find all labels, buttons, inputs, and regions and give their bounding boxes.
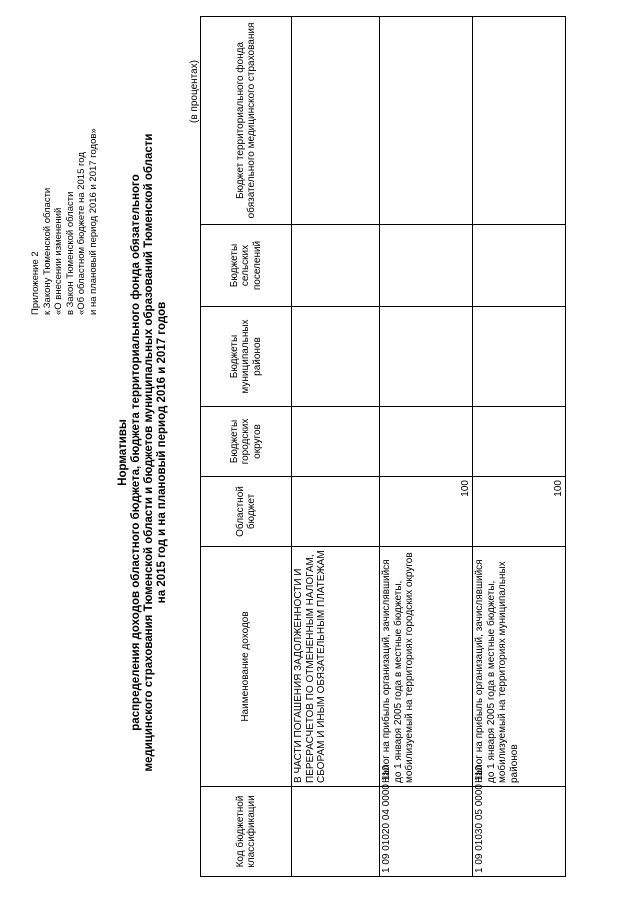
cell-regional (292, 477, 380, 547)
title-heading: Нормативы (117, 419, 129, 486)
appendix-line: в Закон Тюменской области (64, 191, 76, 315)
header-name: Наименование доходов (201, 547, 292, 787)
cell-city (292, 407, 380, 477)
cell-fund (380, 17, 473, 225)
appendix-line: «О внесении изменений (53, 207, 64, 315)
title-line: медицинского страхования Тюменской области и бюджетов муниципальных образований Тюменской области (143, 133, 155, 772)
revenue-norms-table (200, 16, 566, 877)
table-row (473, 17, 566, 877)
table-row (380, 17, 473, 877)
document-title (117, 40, 169, 865)
title-line: на 2015 год и на плановый период 2016 и 2017 годов (156, 301, 168, 604)
appendix-line: и на плановый период 2016 и 2017 годов» (87, 128, 99, 315)
cell-code (292, 787, 380, 877)
cell-code: 1 09 01020 04 0000 110 (380, 787, 473, 877)
cell-code: 1 09 01030 05 0000 110 (473, 787, 566, 877)
header-medical-fund-budget: Бюджет территориального фонда обязательного медицинского страхования (201, 17, 292, 225)
cell-fund (473, 17, 566, 225)
cell-regional: 100 (380, 477, 473, 547)
appendix-note (30, 15, 99, 315)
cell-name: В ЧАСТИ ПОГАШЕНИЯ ЗАДОЛЖЕННОСТИ И ПЕРЕРАСЧЕТОВ ПО ОТМЕНЕННЫМ НАЛОГАМ, СБОРАМ И ИНЫМ ОБЯЗАТЕЛЬНЫМ ПЛАТЕЖАМ (292, 547, 380, 787)
cell-name: Налог на прибыль организаций, зачислявшийся до 1 января 2005 года в местные бюджеты, мобилизуемый на территориях городских округов (380, 547, 473, 787)
appendix-line: «Об областном бюджете на 2015 год (76, 152, 87, 315)
cell-name: Налог на прибыль организаций, зачислявшийся до 1 января 2005 года в местные бюджеты, мобилизуемый на территориях муниципальных районов (473, 547, 566, 787)
cell-city (380, 407, 473, 477)
cell-district (380, 307, 473, 407)
cell-district (473, 307, 566, 407)
header-rural-budgets: Бюджеты сельских поселений (201, 225, 292, 307)
cell-city (473, 407, 566, 477)
cell-fund (292, 17, 380, 225)
cell-rural (473, 225, 566, 307)
table-header-row (201, 17, 292, 877)
cell-rural (380, 225, 473, 307)
cell-rural (292, 225, 380, 307)
appendix-line: Приложение 2 (30, 251, 41, 315)
header-regional-budget: Областной бюджет (201, 477, 292, 547)
cell-regional: 100 (473, 477, 566, 547)
appendix-line: к Закону Тюменской области (41, 187, 53, 315)
units-note: (в процентах) (189, 59, 200, 123)
title-line: распределения доходов областного бюджета, бюджета территориального фонда обязательного (130, 174, 142, 731)
cell-district (292, 307, 380, 407)
header-district-budgets: Бюджеты муниципальных районов (201, 307, 292, 407)
header-code: Код бюджетной классификации (201, 787, 292, 877)
table-row (292, 17, 380, 877)
header-city-budgets: Бюджеты городских округов (201, 407, 292, 477)
